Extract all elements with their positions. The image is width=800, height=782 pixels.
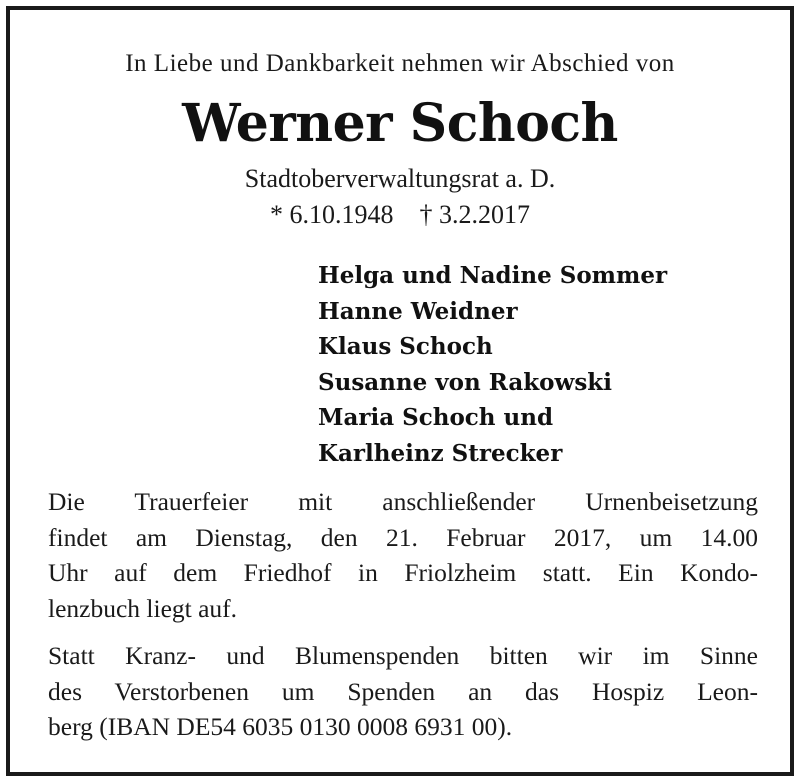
mourner-line: Hanne Weidner bbox=[318, 297, 518, 325]
deceased-title: Stadtoberverwaltungsrat a. D. bbox=[244, 164, 556, 193]
mourner-line: Karlheinz Strecker bbox=[318, 439, 563, 467]
ceremony-line: Uhr auf dem Friedhof in Friolzheim statt. Ein Kondo- bbox=[48, 558, 758, 587]
donation-paragraph bbox=[48, 638, 758, 745]
death-date: † 3.2.2017 bbox=[419, 200, 530, 229]
donation-line: Statt Kranz- und Blumenspenden bitten wir im Sinne bbox=[48, 641, 758, 670]
life-dates bbox=[10, 200, 790, 230]
donation-line: berg (IBAN DE54 6035 0130 0008 6931 00). bbox=[48, 712, 513, 741]
mourner-line: Klaus Schoch bbox=[318, 333, 493, 361]
intro-text: In Liebe und Dankbarkeit nehmen wir Abschied von bbox=[125, 50, 675, 77]
obituary-frame bbox=[6, 6, 794, 776]
ceremony-line: lenzbuch liegt auf. bbox=[48, 593, 238, 623]
deceased-name: Werner Schoch bbox=[182, 93, 618, 154]
mourner-line: Maria Schoch und bbox=[318, 404, 554, 432]
mourners-list bbox=[318, 258, 667, 472]
donation-line: des Verstorbenen um Spenden an das Hospiz Leon- bbox=[48, 676, 758, 706]
birth-date: * 6.10.1948 bbox=[270, 200, 394, 229]
ceremony-paragraph bbox=[48, 484, 758, 626]
mourner-line: Helga und Nadine Sommer bbox=[318, 262, 668, 289]
ceremony-line: findet am Dienstag, den 21. Februar 2017, um 14.00 bbox=[48, 522, 758, 552]
ceremony-line: Die Trauerfeier mit anschließender Urnenbeisetzung bbox=[48, 487, 758, 516]
mourner-line: Susanne von Rakowski bbox=[318, 368, 612, 396]
